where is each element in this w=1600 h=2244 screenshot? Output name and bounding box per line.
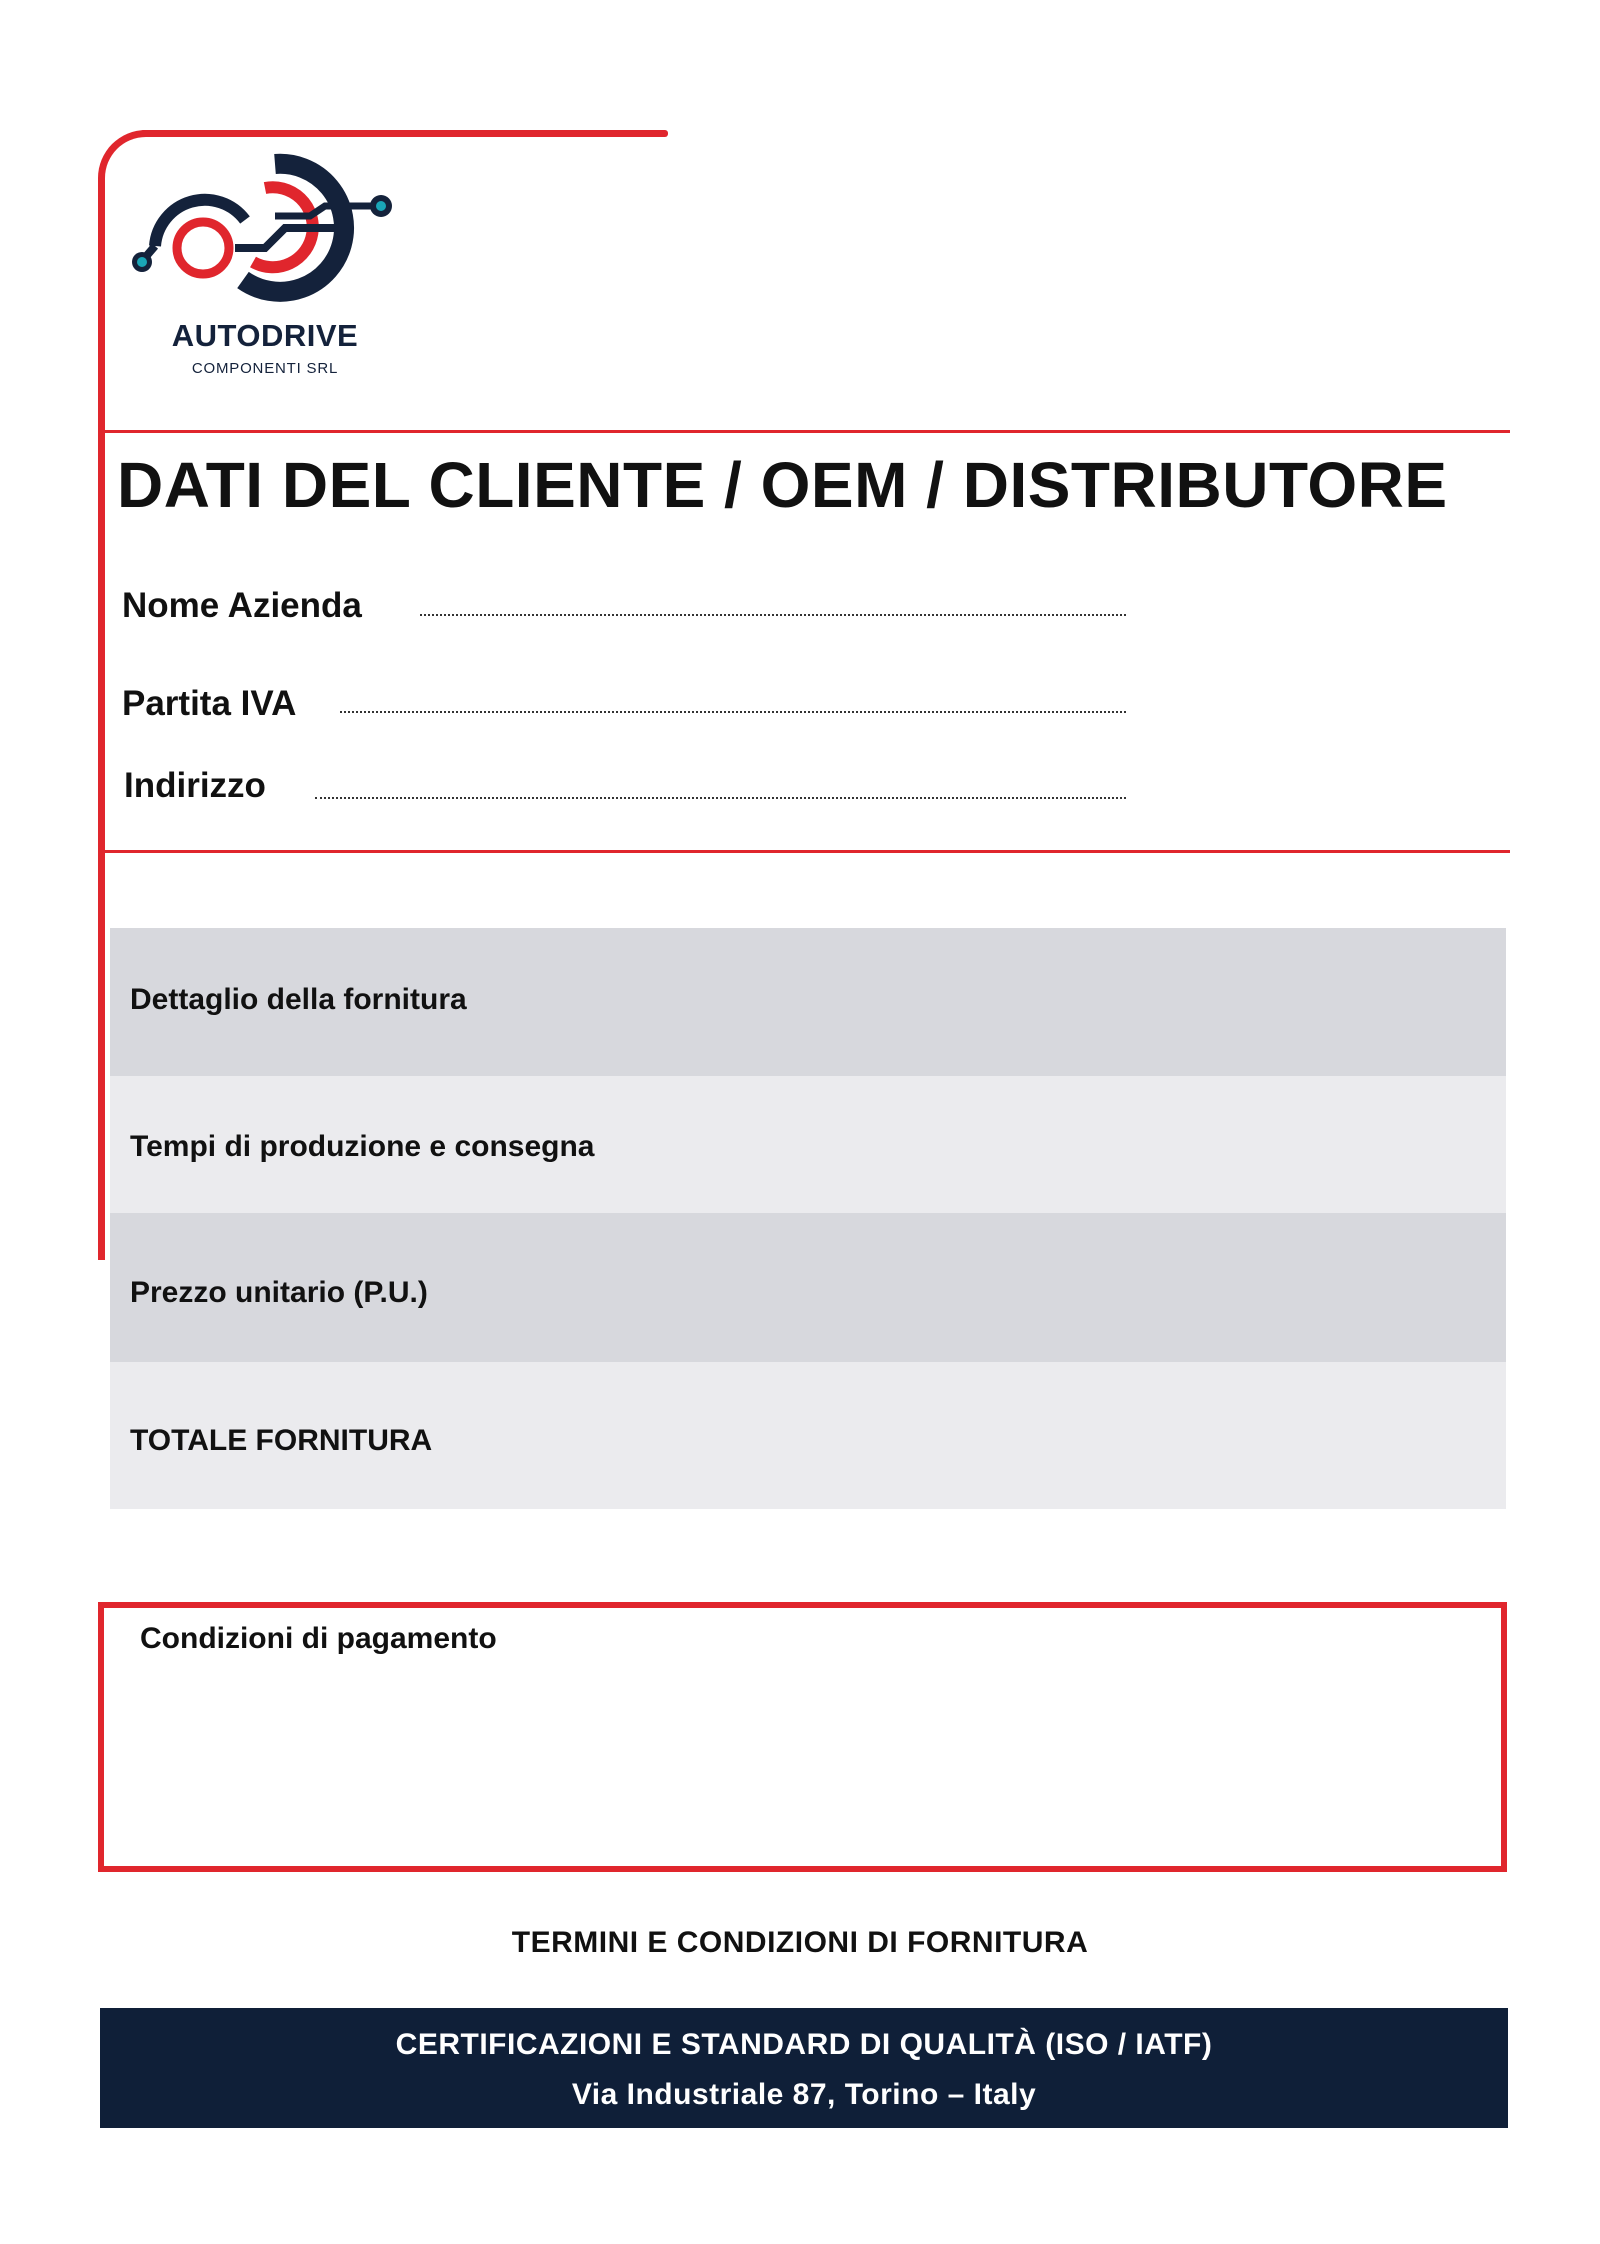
logo-subtitle: COMPONENTI SRL	[191, 360, 339, 377]
footer-address: Via Industriale 87, Torino – Italy	[571, 2078, 1037, 2111]
address-label: Indirizzo	[124, 766, 266, 805]
vat-number-field[interactable]	[340, 711, 1126, 713]
footer-bar	[100, 2008, 1508, 2128]
footer-certifications: CERTIFICAZIONI E STANDARD DI QUALITÀ (ISO / IATF)	[395, 2028, 1213, 2061]
supply-row-detail[interactable]	[110, 928, 1506, 1076]
header-divider	[102, 430, 1510, 433]
supply-row-label: Tempi di produzione e consegna	[130, 1130, 595, 1163]
supply-row-label: TOTALE FORNITURA	[130, 1424, 433, 1457]
payment-conditions-box[interactable]	[98, 1602, 1507, 1872]
section-title: DATI DEL CLIENTE / OEM / DISTRIBUTORE	[117, 449, 1448, 521]
logo-wordmark: AUTODRIVE	[171, 318, 359, 353]
customer-section-divider	[102, 850, 1510, 853]
supply-row-delivery-time[interactable]	[110, 1076, 1506, 1213]
payment-conditions-label: Condizioni di pagamento	[140, 1622, 497, 1655]
gear-circuit-logo-icon	[125, 150, 405, 310]
company-name-label: Nome Azienda	[122, 586, 362, 625]
address-field[interactable]	[315, 797, 1126, 799]
top-accent-line	[140, 130, 668, 137]
supply-row-label: Prezzo unitario (P.U.)	[130, 1276, 428, 1309]
terms-heading: TERMINI E CONDIZIONI DI FORNITURA	[511, 1926, 1089, 1959]
company-logo	[125, 150, 405, 315]
vat-number-label: Partita IVA	[122, 684, 297, 723]
company-name-field[interactable]	[420, 614, 1126, 616]
supply-row-unit-price[interactable]	[110, 1213, 1506, 1362]
supply-row-total[interactable]	[110, 1362, 1506, 1509]
supply-row-label: Dettaglio della fornitura	[130, 983, 467, 1016]
